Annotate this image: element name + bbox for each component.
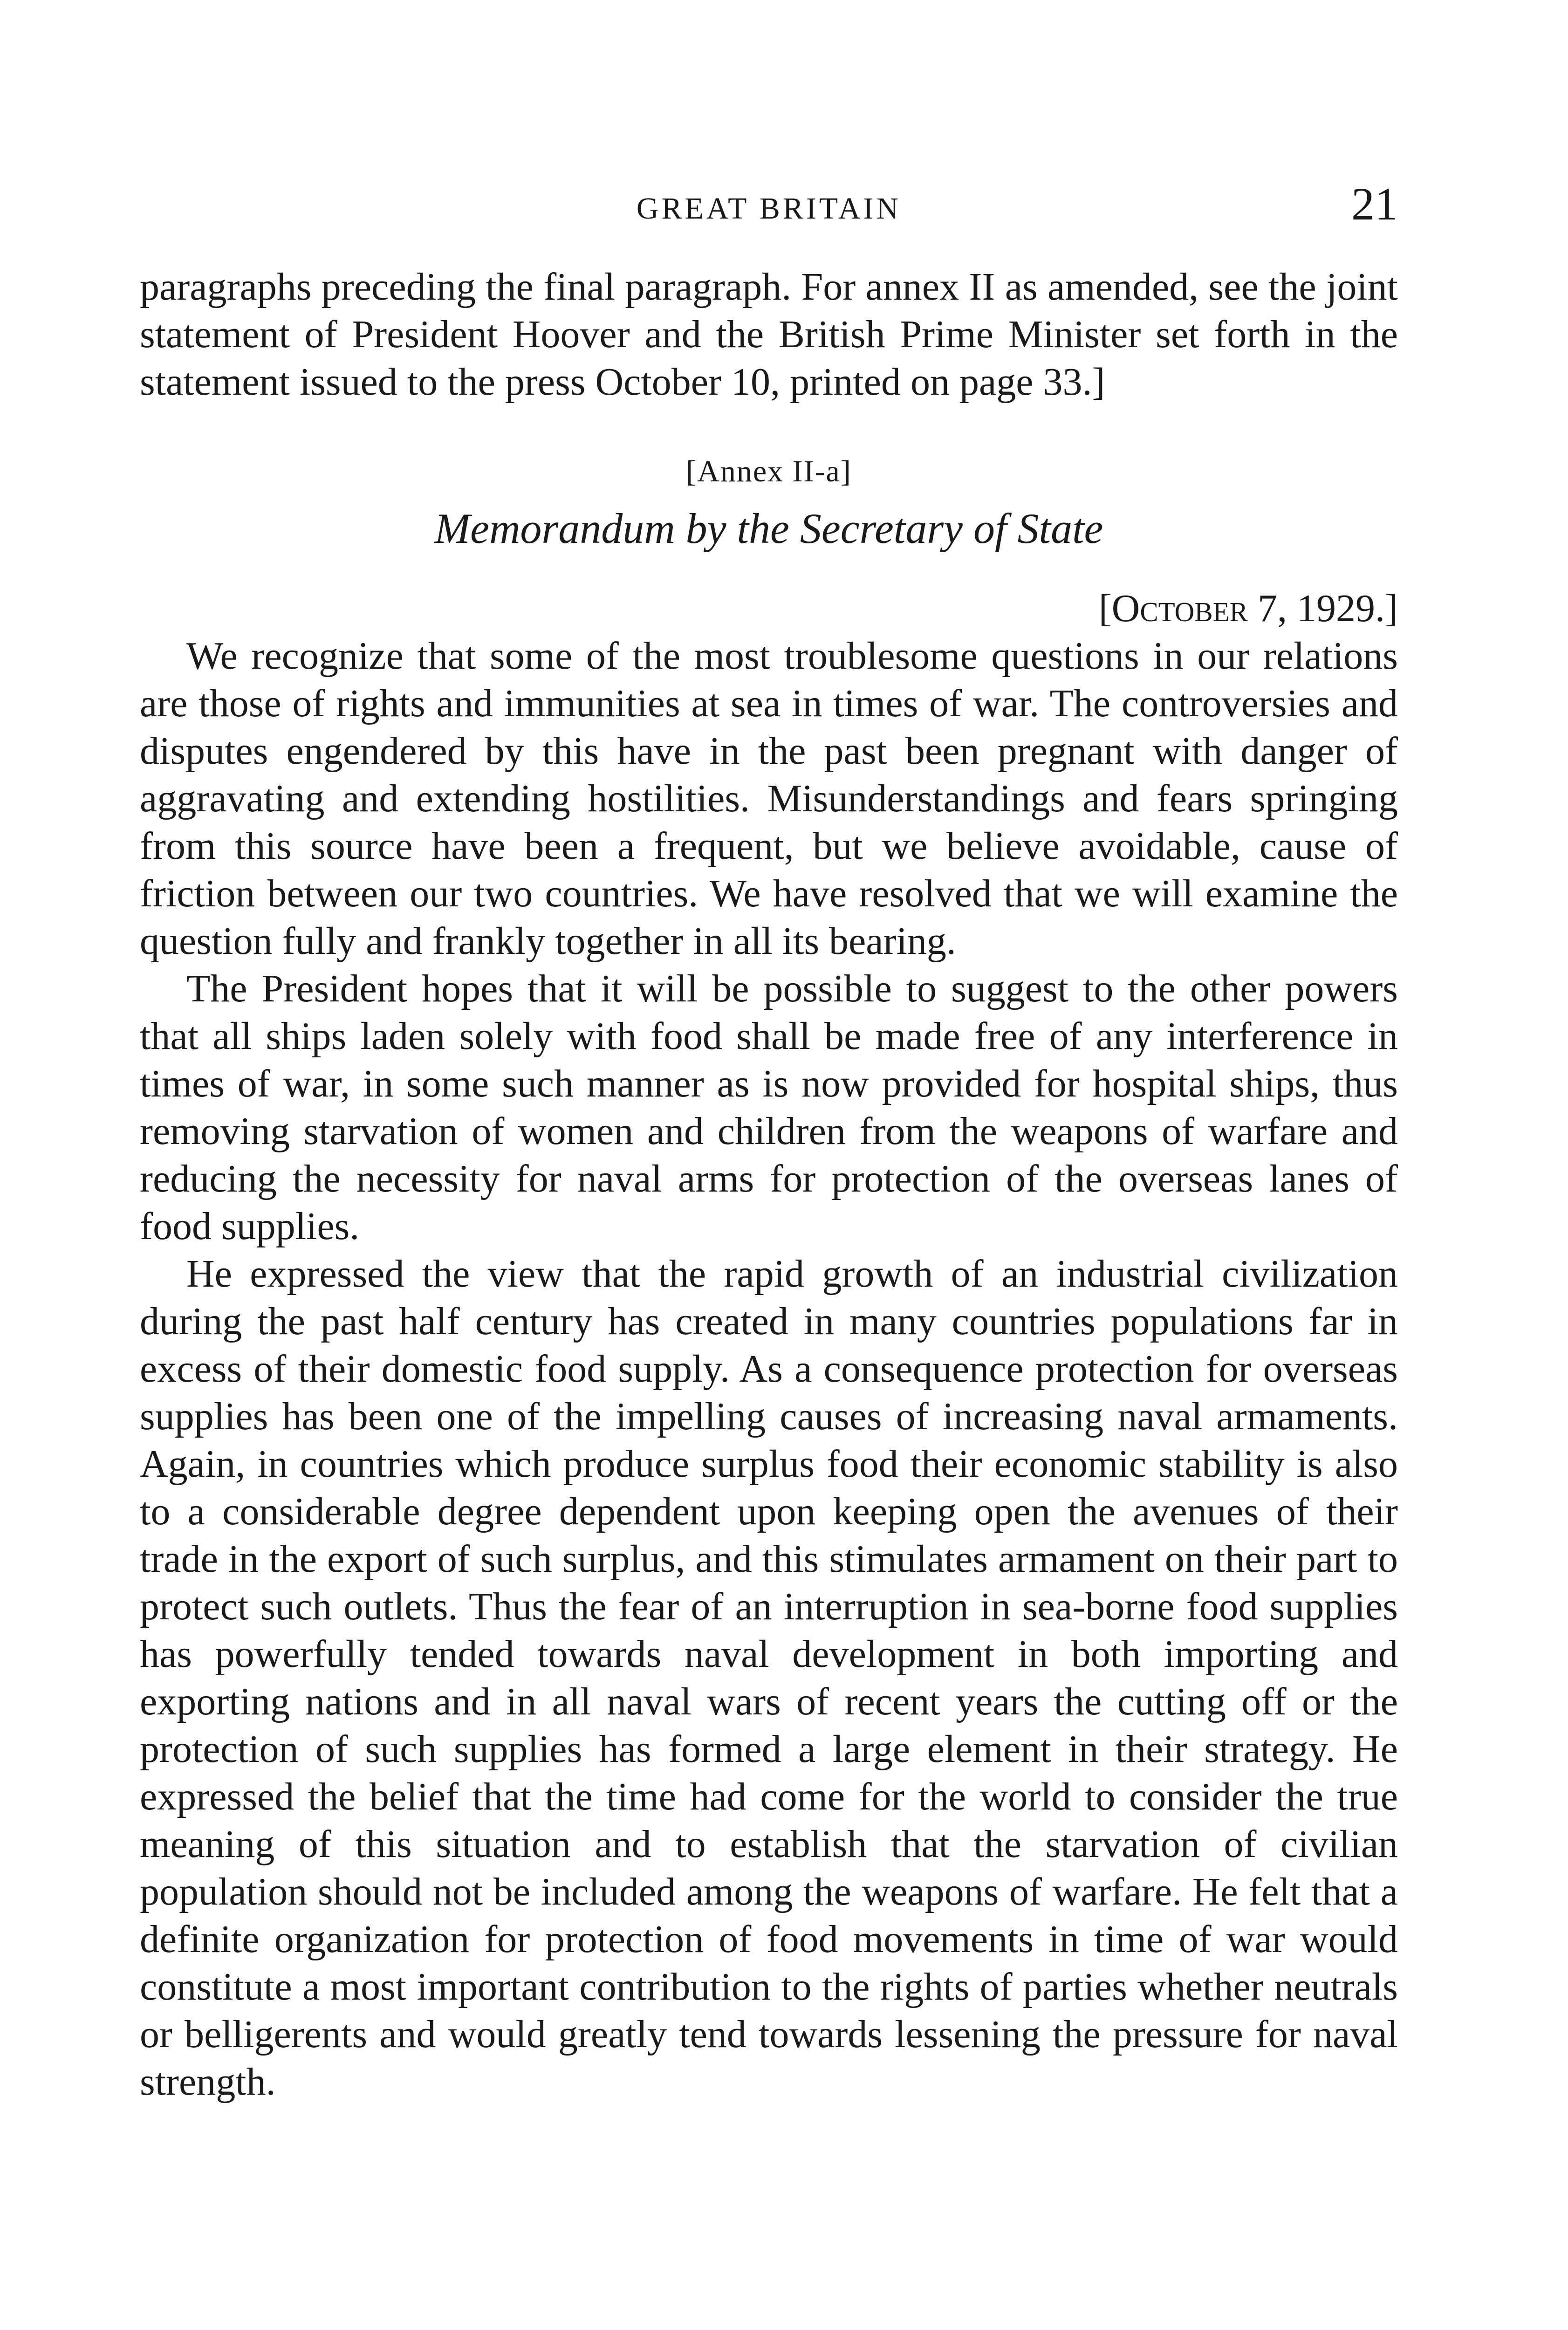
paragraph-food-supply: He expressed the view that the rapid growth of an industrial civilization during the past half century has created in many countries populations far in excess of their domestic food supply. As a consequence protection for overseas supplies has been one of the impelling causes of increasing naval armaments. Again, in countries which produce surplus food their economic stability is also to a considerable degree dependent upon keeping open the avenues of their trade in the export of such surplus, and this stimulates armament on their part to protect such outlets. Thus the fear of an interruption in sea-borne food supplies has powerfully tended towards naval development in both importing and exporting nations and in all naval wars of recent years the cutting off or the protection of such supplies has formed a large element in their strategy. He expressed the belief that the time had come for the world to consider the true meaning of this situation and to establish that the starvation of civilian population should not be included among the weapons of warfare. He felt that a definite organization for protection of food movements in time of war would constitute a most important contribution to the rights of parties whether neutrals or belligerents and would greatly tend towards lessening the pressure for naval strength. <box>140 1252 1398 2104</box>
body-text <box>140 263 1398 2106</box>
document-page <box>140 0 1398 2330</box>
dateline <box>140 585 1398 632</box>
paragraph-food-ships: The President hopes that it will be possible to suggest to the other powers that all ships laden solely with food shall be made free of any interference in times of war, in some such manner as is now provided for hospital ships, thus removing starvation of women and children from the weapons of warfare and reducing the necessity for naval arms for protection of the overseas lanes of food supplies. <box>140 967 1398 1248</box>
paragraph-rights-at-sea: We recognize that some of the most troublesome questions in our relations are those of rights and immunities at sea in times of war. The controversies and disputes engendered by this have in the past been pregnant with danger of aggravating and extending hostilities. Misunderstandings and fears springing from this source have been a frequent, but we believe avoidable, cause of friction between our two countries. We have resolved that we will examine the question fully and frankly together in all its bearing. <box>140 634 1398 963</box>
dateline-rest: 7, 1929.] <box>1248 587 1398 630</box>
page-number: 21 <box>1351 178 1398 230</box>
running-head <box>140 177 1398 233</box>
dateline-open-bracket: [ <box>1098 587 1112 630</box>
intro-paragraph: paragraphs preceding the final paragraph. For annex II as amended, see the joint statement of President Hoover and the British Prime Minister set forth in the statement issued to the press October 10, printed on page 33.] <box>140 265 1398 404</box>
memorandum-title: Memorandum by the Secretary of State <box>434 505 1103 552</box>
dateline-month: October <box>1111 587 1248 630</box>
running-title: GREAT BRITAIN <box>636 192 902 226</box>
annex-label: [Annex II-a] <box>686 454 852 488</box>
